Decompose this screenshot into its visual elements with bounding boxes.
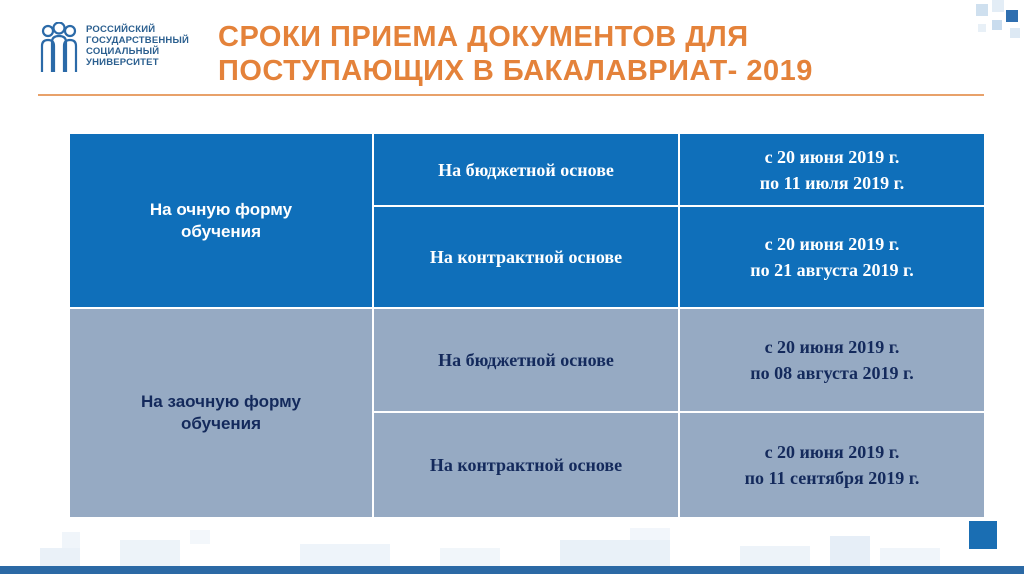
logo-text xyxy=(86,24,189,68)
period-from: с 20 июня 2019 г. xyxy=(764,234,900,254)
page-title xyxy=(218,20,938,88)
funding-mode-cell: На бюджетной основе xyxy=(373,133,679,206)
period-to: по 11 июля 2019 г. xyxy=(759,172,905,193)
title-line-2: ПОСТУПАЮЩИХ В БАКАЛАВРИАТ- 2019 xyxy=(218,55,813,87)
period-from: с 20 июня 2019 г. xyxy=(764,146,900,167)
university-logo xyxy=(38,22,208,76)
bottom-bar xyxy=(0,566,1024,574)
form-fulltime-cell xyxy=(69,133,373,308)
period-from: с 20 июня 2019 г. xyxy=(764,337,900,357)
period-cell xyxy=(679,206,985,308)
group-label: обучения xyxy=(180,414,262,433)
group-label: На очную форму xyxy=(149,199,293,219)
group-label: обучения xyxy=(180,221,262,241)
period-cell xyxy=(679,412,985,518)
period-from: с 20 июня 2019 г. xyxy=(764,442,900,462)
table-row xyxy=(69,308,985,412)
people-group-icon xyxy=(38,22,80,74)
group-label: На заочную форму xyxy=(141,392,301,411)
funding-mode-cell: На контрактной основе xyxy=(373,412,679,518)
admission-deadlines-table xyxy=(68,132,986,519)
logo-line: СОЦИАЛЬНЫЙ xyxy=(86,46,160,57)
form-extramural-cell xyxy=(69,308,373,518)
period-cell xyxy=(679,308,985,412)
corner-accent-square xyxy=(969,521,997,549)
logo-line: РОССИЙСКИЙ xyxy=(86,24,156,35)
logo-line: ГОСУДАРСТВЕННЫЙ xyxy=(86,35,190,46)
period-to: по 08 августа 2019 г. xyxy=(750,363,914,383)
logo-line: УНИВЕРСИТЕТ xyxy=(86,57,159,68)
funding-mode-cell: На контрактной основе xyxy=(373,206,679,308)
funding-mode-cell: На бюджетной основе xyxy=(373,308,679,412)
period-to: по 21 августа 2019 г. xyxy=(750,260,914,280)
period-cell xyxy=(679,133,985,206)
table-row xyxy=(69,133,985,206)
period-to: по 11 сентября 2019 г. xyxy=(744,468,920,488)
title-line-1: СРОКИ ПРИЕМА ДОКУМЕНТОВ ДЛЯ xyxy=(218,21,749,53)
title-divider xyxy=(38,94,984,96)
